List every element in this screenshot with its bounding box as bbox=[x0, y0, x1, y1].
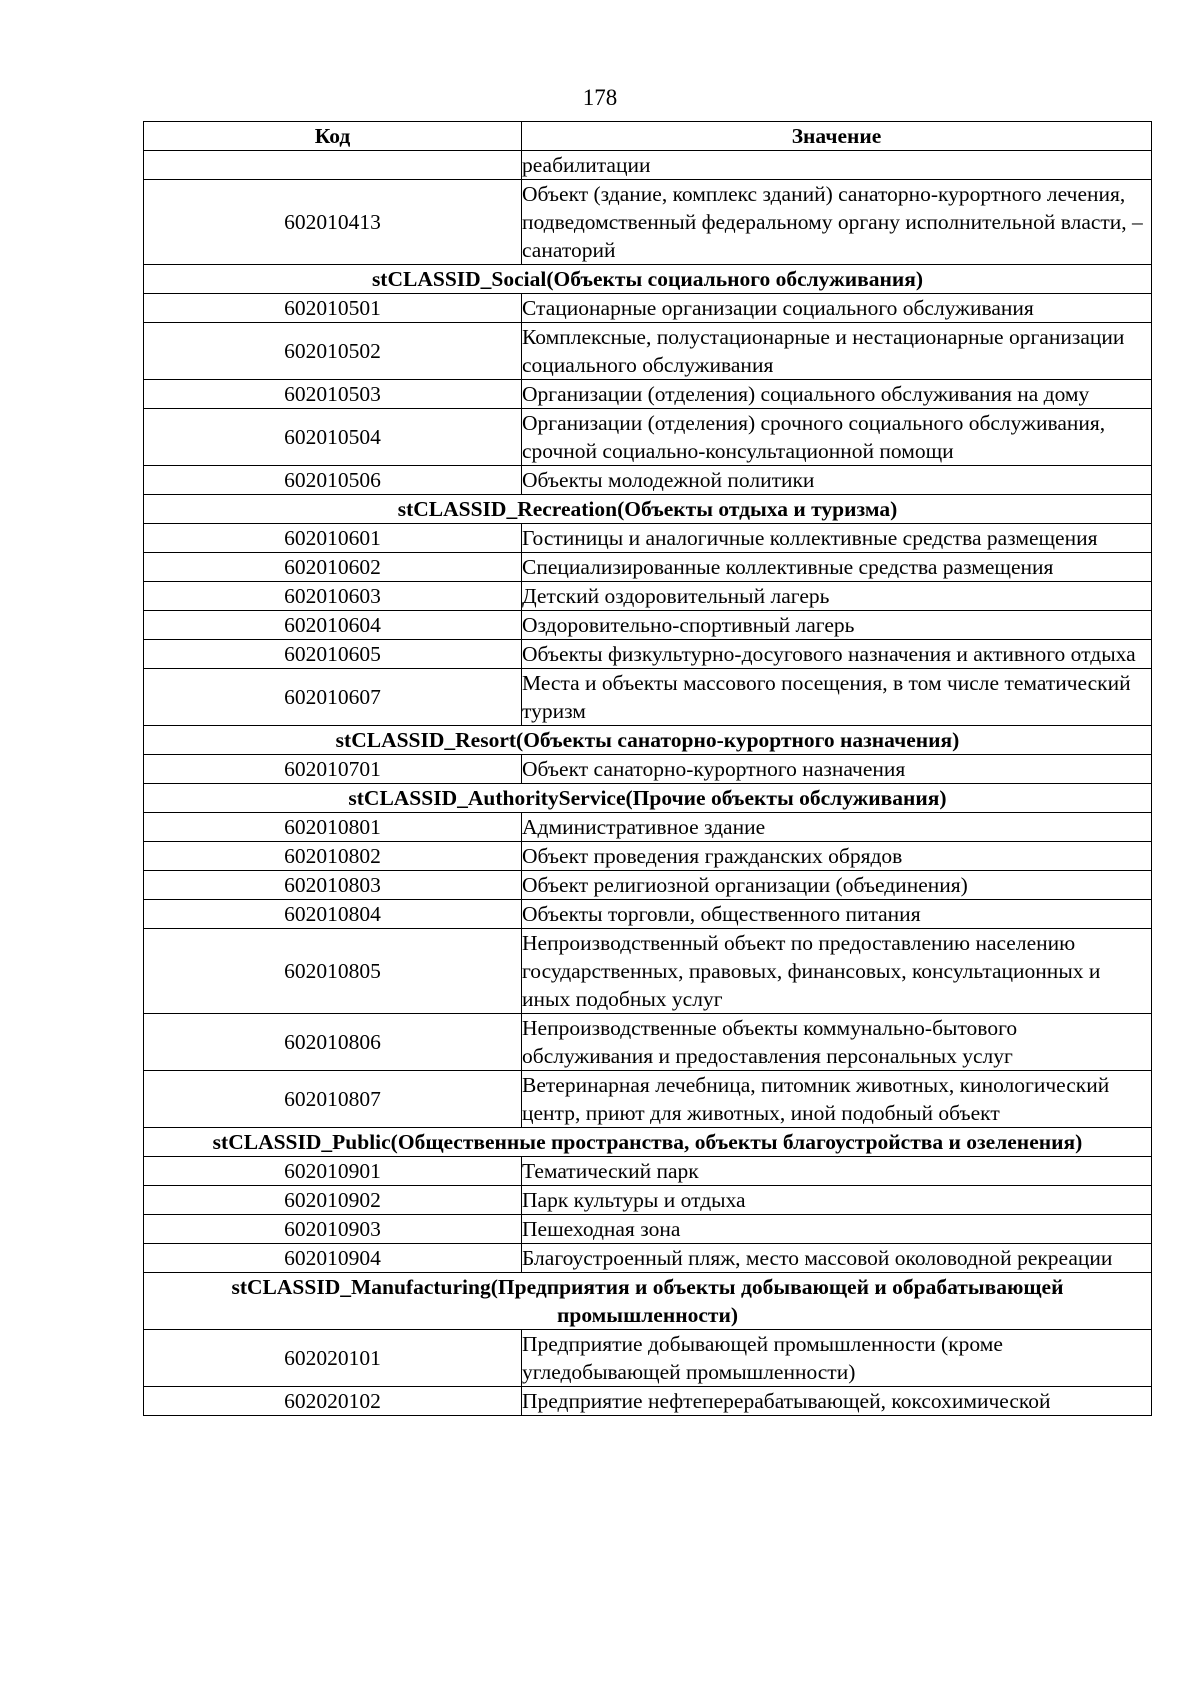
value-cell: Комплексные, полустационарные и нестационарные организации социального обслуживания bbox=[522, 323, 1152, 380]
code-cell bbox=[144, 151, 522, 180]
table-row bbox=[144, 409, 1152, 466]
code-cell: 602010804 bbox=[144, 900, 522, 929]
value-cell: Организации (отделения) срочного социального обслуживания, срочной социально-консультационной помощи bbox=[522, 409, 1152, 466]
table-row bbox=[144, 1244, 1152, 1273]
code-cell: 602010903 bbox=[144, 1215, 522, 1244]
table-row bbox=[144, 294, 1152, 323]
code-cell: 602010413 bbox=[144, 180, 522, 265]
code-cell: 602010607 bbox=[144, 669, 522, 726]
code-cell: 602010802 bbox=[144, 842, 522, 871]
value-cell: Объект санаторно-курортного назначения bbox=[522, 755, 1152, 784]
code-cell: 602010502 bbox=[144, 323, 522, 380]
table-row bbox=[144, 755, 1152, 784]
table-row bbox=[144, 380, 1152, 409]
value-cell: Объекты молодежной политики bbox=[522, 466, 1152, 495]
table-row bbox=[144, 640, 1152, 669]
code-cell: 602010902 bbox=[144, 1186, 522, 1215]
code-cell: 602010901 bbox=[144, 1157, 522, 1186]
table-row bbox=[144, 1387, 1152, 1416]
table-row bbox=[144, 669, 1152, 726]
value-column-header: Значение bbox=[522, 122, 1152, 151]
table-row bbox=[144, 180, 1152, 265]
code-cell: 602020101 bbox=[144, 1330, 522, 1387]
value-cell: Ветеринарная лечебница, питомник животных, кинологический центр, приют для животных, иной подобный объект bbox=[522, 1071, 1152, 1128]
table-row bbox=[144, 900, 1152, 929]
code-cell: 602010806 bbox=[144, 1014, 522, 1071]
section-row bbox=[144, 726, 1152, 755]
value-cell: Объекты физкультурно-досугового назначения и активного отдыха bbox=[522, 640, 1152, 669]
table-row bbox=[144, 1215, 1152, 1244]
value-cell: Непроизводственные объекты коммунально-бытового обслуживания и предоставления персональных услуг bbox=[522, 1014, 1152, 1071]
section-row bbox=[144, 1128, 1152, 1157]
value-cell: Стационарные организации социального обслуживания bbox=[522, 294, 1152, 323]
code-cell: 602010701 bbox=[144, 755, 522, 784]
value-cell: Благоустроенный пляж, место массовой околоводной рекреации bbox=[522, 1244, 1152, 1273]
table-header-row bbox=[144, 122, 1152, 151]
code-cell: 602010801 bbox=[144, 813, 522, 842]
code-cell: 602010604 bbox=[144, 611, 522, 640]
section-title: stCLASSID_Resort(Объекты санаторно-курортного назначения) bbox=[144, 726, 1152, 755]
value-cell: Объект (здание, комплекс зданий) санаторно-курортного лечения, подведомственный федеральному органу исполнительной власти, – санаторий bbox=[522, 180, 1152, 265]
code-cell: 602010504 bbox=[144, 409, 522, 466]
value-cell: Детский оздоровительный лагерь bbox=[522, 582, 1152, 611]
code-cell: 602010805 bbox=[144, 929, 522, 1014]
code-cell: 602010603 bbox=[144, 582, 522, 611]
value-cell: Специализированные коллективные средства размещения bbox=[522, 553, 1152, 582]
code-cell: 602010503 bbox=[144, 380, 522, 409]
table-row bbox=[144, 524, 1152, 553]
table-row bbox=[144, 842, 1152, 871]
value-cell: Непроизводственный объект по предоставлению населению государственных, правовых, финансовых, консультационных и иных подобных услуг bbox=[522, 929, 1152, 1014]
section-title: stCLASSID_Public(Общественные пространства, объекты благоустройства и озеленения) bbox=[144, 1128, 1152, 1157]
section-title: stCLASSID_Social(Объекты социального обслуживания) bbox=[144, 265, 1152, 294]
value-cell: Места и объекты массового посещения, в том числе тематический туризм bbox=[522, 669, 1152, 726]
code-cell: 602010602 bbox=[144, 553, 522, 582]
section-row bbox=[144, 495, 1152, 524]
value-cell: Пешеходная зона bbox=[522, 1215, 1152, 1244]
table-row bbox=[144, 323, 1152, 380]
table-row bbox=[144, 151, 1152, 180]
classifier-table bbox=[143, 121, 1152, 1416]
table-row bbox=[144, 582, 1152, 611]
table-row bbox=[144, 1014, 1152, 1071]
value-cell: Парк культуры и отдыха bbox=[522, 1186, 1152, 1215]
code-cell: 602010803 bbox=[144, 871, 522, 900]
value-cell: Объект религиозной организации (объединения) bbox=[522, 871, 1152, 900]
section-title: stCLASSID_AuthorityService(Прочие объекты обслуживания) bbox=[144, 784, 1152, 813]
value-cell: Объект проведения гражданских обрядов bbox=[522, 842, 1152, 871]
value-cell: Организации (отделения) социального обслуживания на дому bbox=[522, 380, 1152, 409]
table-row bbox=[144, 611, 1152, 640]
section-row bbox=[144, 784, 1152, 813]
code-cell: 602010605 bbox=[144, 640, 522, 669]
table-row bbox=[144, 929, 1152, 1014]
section-title: stCLASSID_Manufacturing(Предприятия и объекты добывающей и обрабатывающей промышленности) bbox=[144, 1273, 1152, 1330]
code-cell: 602020102 bbox=[144, 1387, 522, 1416]
table-row bbox=[144, 553, 1152, 582]
code-cell: 602010506 bbox=[144, 466, 522, 495]
table-row bbox=[144, 813, 1152, 842]
value-cell: реабилитации bbox=[522, 151, 1152, 180]
value-cell: Тематический парк bbox=[522, 1157, 1152, 1186]
value-cell: Объекты торговли, общественного питания bbox=[522, 900, 1152, 929]
table-row bbox=[144, 1071, 1152, 1128]
value-cell: Предприятие нефтеперерабатывающей, коксохимической bbox=[522, 1387, 1152, 1416]
value-cell: Предприятие добывающей промышленности (кроме угледобывающей промышленности) bbox=[522, 1330, 1152, 1387]
code-cell: 602010501 bbox=[144, 294, 522, 323]
code-cell: 602010807 bbox=[144, 1071, 522, 1128]
code-cell: 602010904 bbox=[144, 1244, 522, 1273]
code-column-header: Код bbox=[144, 122, 522, 151]
table-row bbox=[144, 466, 1152, 495]
value-cell: Гостиницы и аналогичные коллективные средства размещения bbox=[522, 524, 1152, 553]
value-cell: Административное здание bbox=[522, 813, 1152, 842]
section-row bbox=[144, 1273, 1152, 1330]
table-row bbox=[144, 1157, 1152, 1186]
code-cell: 602010601 bbox=[144, 524, 522, 553]
table-row bbox=[144, 1330, 1152, 1387]
table-row bbox=[144, 1186, 1152, 1215]
section-row bbox=[144, 265, 1152, 294]
section-title: stCLASSID_Recreation(Объекты отдыха и туризма) bbox=[144, 495, 1152, 524]
value-cell: Оздоровительно-спортивный лагерь bbox=[522, 611, 1152, 640]
table-row bbox=[144, 871, 1152, 900]
page-number: 178 bbox=[582, 85, 618, 110]
table-body bbox=[144, 151, 1152, 1416]
